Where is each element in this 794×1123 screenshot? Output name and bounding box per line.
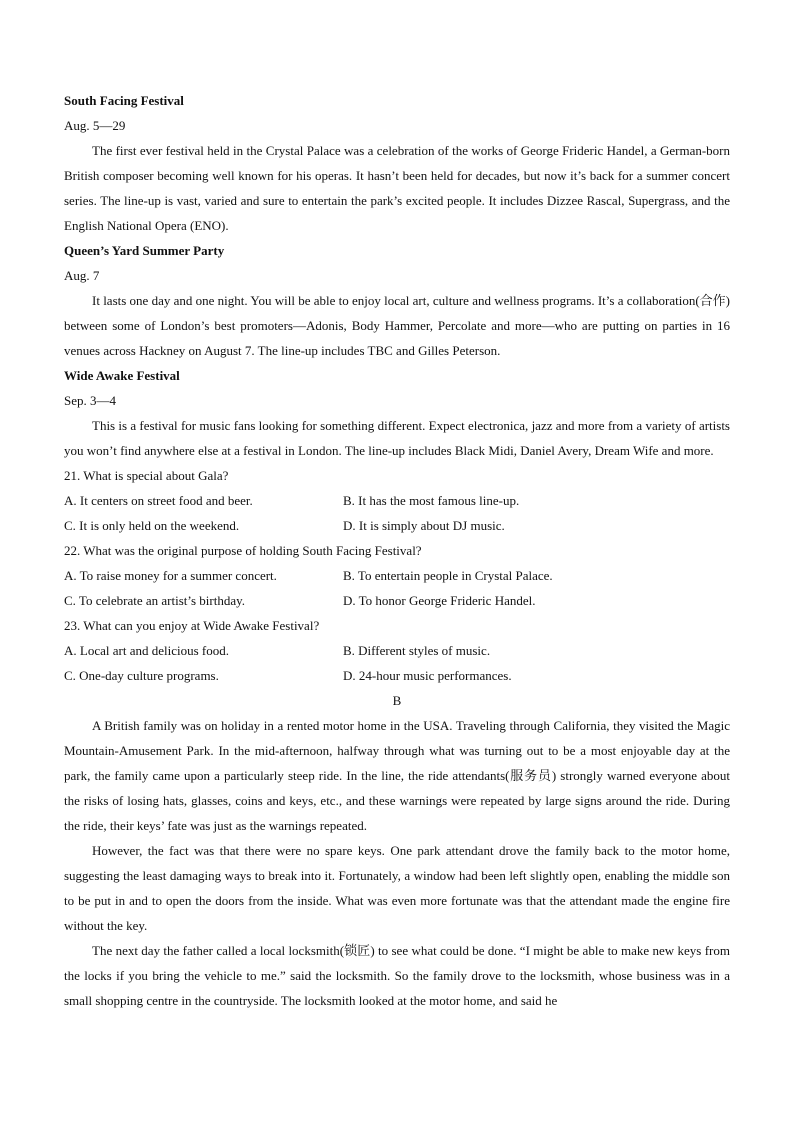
festival-description: It lasts one day and one night. You will be able to enjoy local art, culture and wellness programs. It’s a collaboration(合作) between some of London’s best promoters—Adonis, Body Hammer, Percolate and more—who are putting on parties in 16 venues across Hackney on August 7. The line-up includes TBC and Gilles Peterson. (64, 293, 730, 358)
festival-description: The first ever festival held in the Crystal Palace was a celebration of the works of George Frideric Handel, a German-born British composer becoming well known for his operas. It hasn’t been held for decades, but now it’s back for a summer concert series. The line-up is vast, varied and sure to entertain the park’s excited people. It includes Dizzee Rascal, Supergrass, and the English National Opera (ENO). (64, 143, 730, 233)
passage-paragraph: A British family was on holiday in a rented motor home in the USA. Traveling through California, they visited the Magic Mountain-Amusement Park. In the mid-afternoon, halfway through what was turning out to be a most enjoyable day at the park, the family came upon a particularly steep ride. In the line, the ride attendants(服务员) strongly warned everyone about the risks of losing hats, glasses, coins and keys, etc., and these warnings were repeated by large signs around the ride. During the ride, their keys’ fate was just as the warnings repeated. (64, 718, 730, 833)
option-d: D. 24-hour music performances. (343, 668, 512, 683)
question-stem: 22. What was the original purpose of holding South Facing Festival? (64, 543, 422, 558)
option-a: A. It centers on street food and beer. (64, 493, 253, 508)
options-row (64, 513, 730, 538)
passage-paragraph: However, the fact was that there were no spare keys. One park attendant drove the family back to the motor home, suggesting the least damaging ways to break into it. Fortunately, a window had been left slightly open, enabling the middle son to be put in and to open the doors from the inside. What was even more fortunate was that the attendant made the engine fire without the key. (64, 843, 730, 933)
festival-date: Aug. 5—29 (64, 118, 126, 133)
festival-date: Aug. 7 (64, 268, 100, 283)
question-stem: 21. What is special about Gala? (64, 468, 229, 483)
options-row (64, 563, 730, 588)
option-a: A. To raise money for a summer concert. (64, 568, 277, 583)
option-b: B. To entertain people in Crystal Palace. (343, 568, 553, 583)
section-label: B (392, 693, 402, 708)
document-page (64, 88, 730, 1013)
options-row (64, 663, 730, 688)
option-b: B. Different styles of music. (343, 643, 491, 658)
festival-description: This is a festival for music fans looking for something different. Expect electronica, jazz and more from a variety of artists you won’t find anywhere else at a festival in London. The line-up includes Black Midi, Daniel Avery, Dream Wife and more. (64, 418, 730, 458)
option-c: C. To celebrate an artist’s birthday. (64, 593, 246, 608)
option-c: C. One-day culture programs. (64, 668, 219, 683)
passage-paragraph: The next day the father called a local locksmith(锁匠) to see what could be done. “I might be able to make new keys from the locks if you bring the vehicle to me.” said the locksmith. So the family drove to the locksmith, whose business was in a small shopping centre in the countryside. The locksmith looked at the motor home, and said he (64, 943, 730, 1008)
option-a: A. Local art and delicious food. (64, 643, 229, 658)
options-row (64, 638, 730, 663)
festival-title: South Facing Festival (64, 93, 184, 108)
option-b: B. It has the most famous line-up. (343, 493, 520, 508)
options-row (64, 488, 730, 513)
option-d: D. To honor George Frideric Handel. (343, 593, 536, 608)
option-d: D. It is simply about DJ music. (343, 518, 505, 533)
festival-title: Queen’s Yard Summer Party (64, 243, 225, 258)
festival-date: Sep. 3—4 (64, 393, 116, 408)
options-row (64, 588, 730, 613)
festival-title: Wide Awake Festival (64, 368, 180, 383)
option-c: C. It is only held on the weekend. (64, 518, 240, 533)
question-stem: 23. What can you enjoy at Wide Awake Festival? (64, 618, 320, 633)
